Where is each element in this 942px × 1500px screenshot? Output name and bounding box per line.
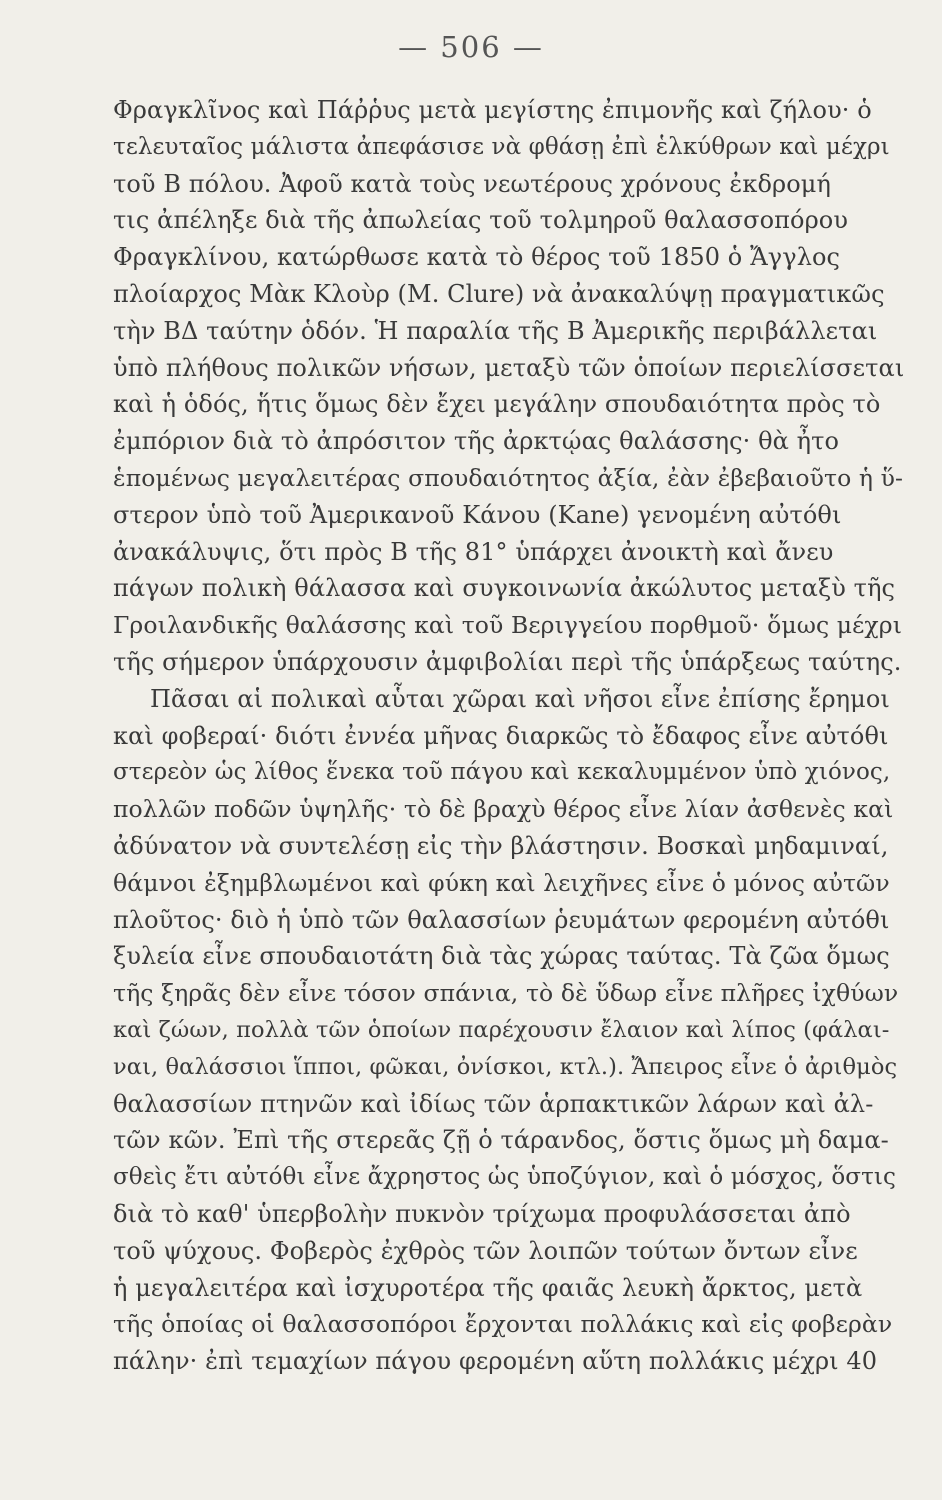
text-line: ἐμπόριον διὰ τὸ ἀπρόσιτον τῆς ἀρκτῴας θαλάσσης· θὰ ἦτο <box>113 427 840 456</box>
text-line: ξυλεία εἶνε σπουδαιοτάτη διὰ τὰς χώρας ταύτας. Τὰ ζῶα ὅμως <box>113 942 890 971</box>
text-line: τὴν ΒΔ ταύτην ὁδόν. Ἡ παραλία τῆς Β Ἀμερικῆς περιβάλλεται <box>113 316 878 345</box>
text-line: ναι, θαλάσσιοι ἵπποι, φῶκαι, ὀνίσκοι, κτλ.). Ἄπειρος εἶνε ὁ ἀριθμὸς <box>113 1053 898 1080</box>
text-line: στερον ὑπὸ τοῦ Ἀμερικανοῦ Κάνου (Kane) γενομένη αὐτόθι <box>113 500 842 529</box>
text-line: Φραγκλῖνος καὶ Πάῤῥυς μετὰ μεγίστης ἐπιμονῆς καὶ ζήλου· ὁ <box>113 96 872 124</box>
text-line: τοῦ ψύχους. Φοβερὸς ἐχθρὸς τῶν λοιπῶν τούτων ὄντων εἶνε <box>113 1236 858 1265</box>
text-line: διὰ τὸ καθ' ὑπερβολὴν πυκνὸν τρίχωμα προφυλάσσεται ἀπὸ <box>113 1199 851 1228</box>
text-line: τῶν κῶν. Ἐπὶ τῆς στερεᾶς ζῇ ὁ τάρανδος, ὅστις ὅμως μὴ δαμα- <box>113 1126 889 1155</box>
text-line: καὶ ἡ ὁδός, ἥτις ὅμως δὲν ἔχει μεγάλην σπουδαιότητα πρὸς τὸ <box>113 390 881 419</box>
text-line: τις ἀπέληξε διὰ τῆς ἀπωλείας τοῦ τολμηροῦ θαλασσοπόρου <box>113 206 849 235</box>
text-line: τῆς ξηρᾶς δὲν εἶνε τόσον σπάνια, τὸ δὲ ὕδωρ εἶνε πλῆρες ἰχθύων <box>113 979 899 1008</box>
text-line: ἡ μεγαλειτέρα καὶ ἰσχυροτέρα τῆς φαιᾶς λευκὴ ἄρκτος, μετὰ <box>113 1273 863 1302</box>
text-line: καὶ ζώων, πολλὰ τῶν ὁποίων παρέχουσιν ἔλαιον καὶ λίπος (φάλαι- <box>113 1016 890 1043</box>
text-line: ἀνακάλυψις, ὅτι πρὸς Β τῆς 81° ὑπάρχει ἀνοικτὴ καὶ ἄνευ <box>113 537 834 566</box>
text-line: ἀδύνατον νὰ συντελέσῃ εἰς τὴν βλάστησιν. Βοσκαὶ μηδαμιναί, <box>113 831 889 860</box>
text-line: πολλῶν ποδῶν ὑψηλῆς· τὸ δὲ βραχὺ θέρος εἶνε λίαν ἀσθενὲς καὶ <box>113 795 894 824</box>
text-line: Φραγκλίνου, κατώρθωσε κατὰ τὸ θέρος τοῦ 1850 ὁ Ἄγγλος <box>113 243 841 272</box>
text-line: τῆς ὁποίας οἱ θαλασσοπόροι ἔρχονται πολλάκις καὶ εἰς φοβερὰν <box>113 1310 893 1339</box>
text-line: ὑπὸ πλήθους πολικῶν νήσων, μεταξὺ τῶν ὁποίων περιελίσσεται <box>113 353 905 382</box>
text-line: θαλασσίων πτηνῶν καὶ ἰδίως τῶν ἁρπακτικῶν λάρων καὶ ἀλ- <box>113 1089 874 1118</box>
text-line: πλοίαρχος Μὰκ Κλοὺρ (M. Clure) νὰ ἀνακαλύψῃ πραγματικῶς <box>113 279 885 308</box>
text-line: Γροιλανδικῆς θαλάσσης καὶ τοῦ Βεριγγείου πορθμοῦ· ὅμως μέχρι <box>113 611 903 640</box>
text-line: σθεὶς ἔτι αὐτόθι εἶνε ἄχρηστος ὡς ὑποζύγιον, καὶ ὁ μόσχος, ὅστις <box>113 1164 897 1191</box>
text-line: Πᾶσαι αἱ πολικαὶ αὗται χῶραι καὶ νῆσοι εἶνε ἐπίσης ἔρημοι <box>150 684 890 713</box>
text-line: τελευταῖος μάλιστα ἀπεφάσισε νὰ φθάσῃ ἐπὶ ἑλκύθρων καὶ μέχρι <box>113 133 890 160</box>
text-line: πάλην· ἐπὶ τεμαχίων πάγου φερομένη αὕτη πολλάκις μέχρι 40 <box>113 1347 878 1376</box>
text-line: στερεὸν ὡς λίθος ἕνεκα τοῦ πάγου καὶ κεκαλυμμένον ὑπὸ χιόνος, <box>113 759 891 786</box>
text-line: τῆς σήμερον ὑπάρχουσιν ἀμφιβολίαι περὶ τῆς ὑπάρξεως ταύτης. <box>113 647 902 676</box>
text-line: ἑπομένως μεγαλειτέρας σπουδαιότητος ἀξία, ἐὰν ἐβεβαιοῦτο ἡ ὕ- <box>113 463 904 492</box>
text-line: τοῦ Β πόλου. Ἀφοῦ κατὰ τοὺς νεωτέρους χρόνους ἐκδρομή <box>113 169 831 198</box>
page-number-header: — 506 — <box>398 30 544 64</box>
text-line: πλοῦτος· διὸ ἡ ὑπὸ τῶν θαλασσίων ῥευμάτων φερομένη αὐτόθι <box>113 905 890 934</box>
text-line: πάγων πολικὴ θάλασσα καὶ συγκοινωνία ἀκώλυτος μεταξὺ τῆς <box>113 574 896 603</box>
text-line: θάμνοι ἐξημβλωμένοι καὶ φύκη καὶ λειχῆνες εἶνε ὁ μόνος αὐτῶν <box>113 868 890 897</box>
text-line: καὶ φοβεραί· διότι ἐννέα μῆνας διαρκῶς τὸ ἔδαφος εἶνε αὐτόθι <box>113 721 889 750</box>
body-text <box>113 92 905 1380</box>
